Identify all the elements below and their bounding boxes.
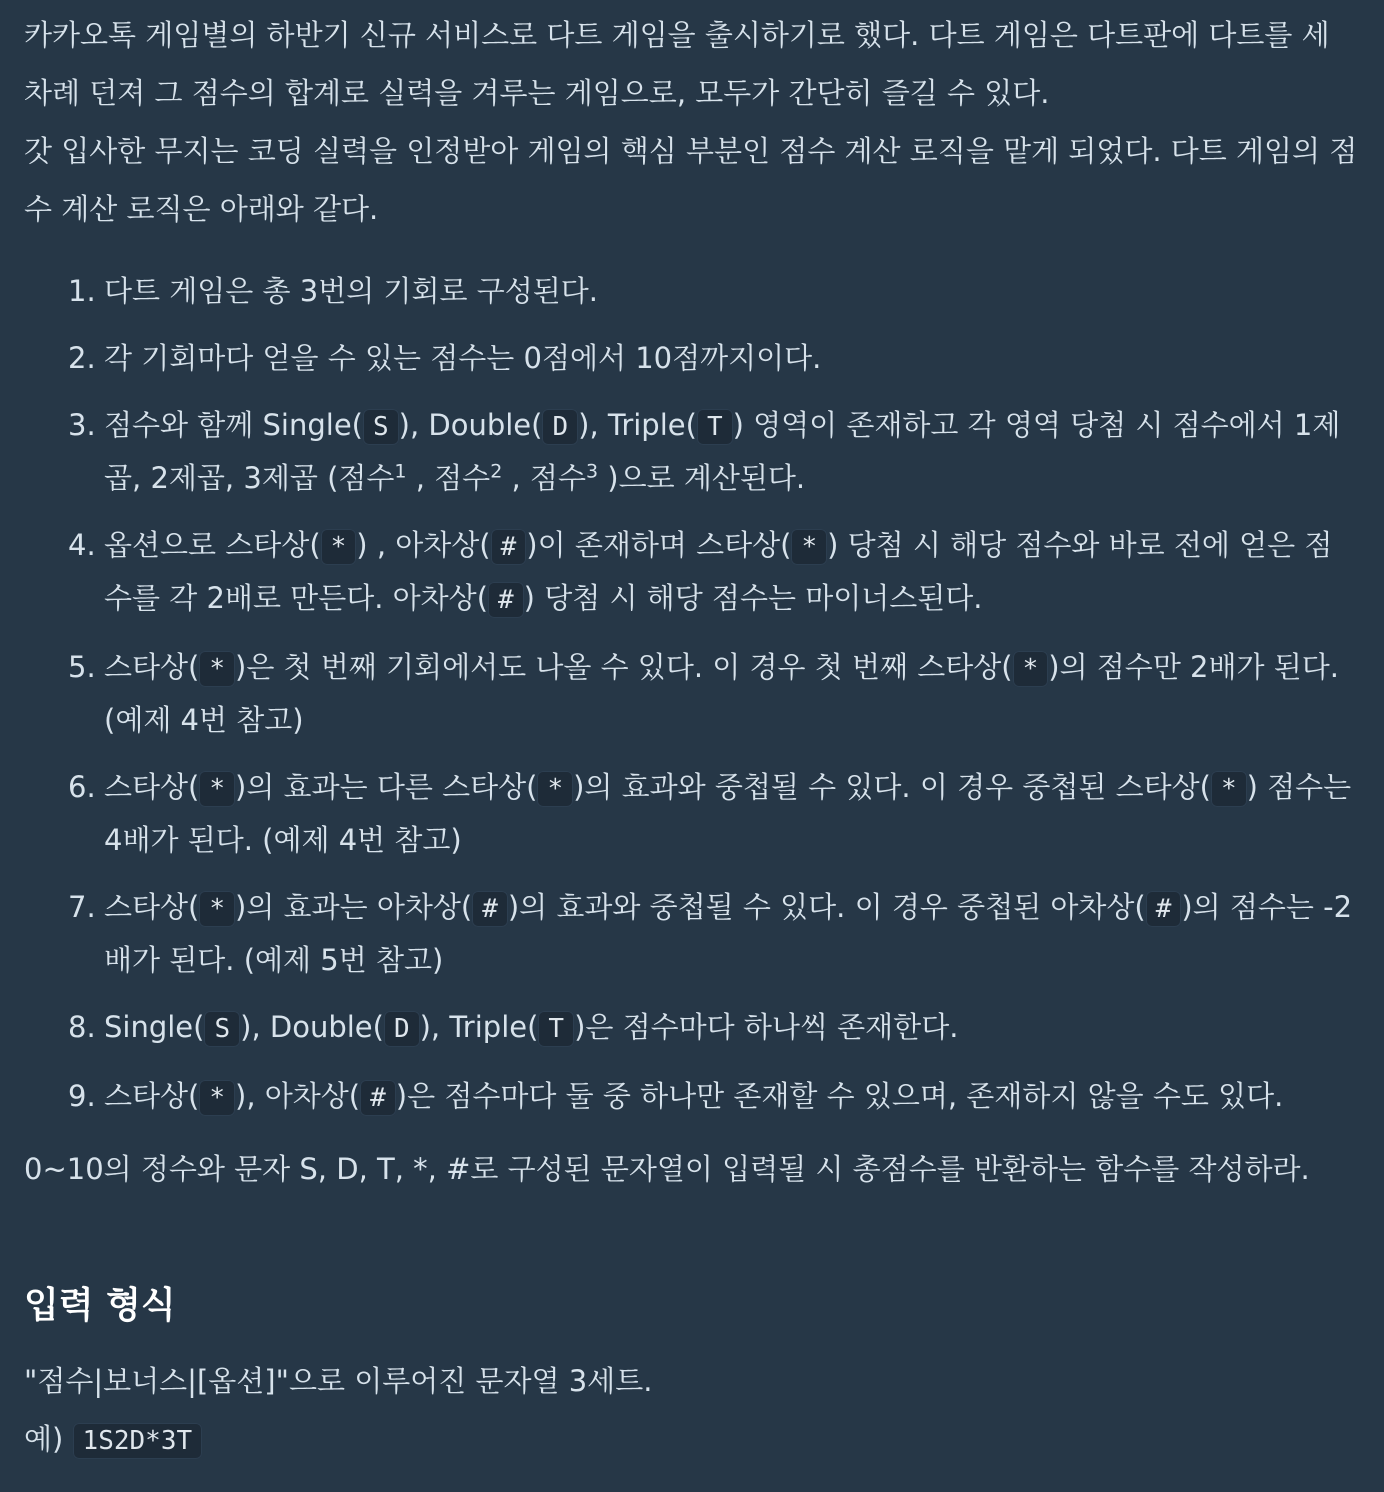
rule-text: ), 아차상( bbox=[235, 1079, 361, 1113]
rule-text: )의 효과는 다른 스타상( bbox=[235, 770, 538, 804]
rule-text: )의 점수만 2배가 된다. (예제 4번 참고) bbox=[104, 650, 1339, 737]
rule-text: 옵션으로 스타상( bbox=[104, 528, 321, 562]
rule-item bbox=[68, 1002, 1360, 1055]
rule-number: 4. bbox=[68, 528, 96, 562]
superscript: 2 bbox=[490, 460, 503, 483]
inline-code: # bbox=[488, 582, 524, 618]
rule-number: 3. bbox=[68, 408, 96, 442]
rule-text: ) , 아차상( bbox=[356, 528, 491, 562]
rule-text: 점수와 함께 Single( bbox=[104, 408, 363, 442]
rule-text: )으로 계산된다. bbox=[598, 461, 806, 495]
rule-text: ) 점수는 4배가 된다. (예제 4번 참고) bbox=[104, 770, 1352, 857]
rule-text: )이 존재하며 스타상( bbox=[526, 528, 792, 562]
example-label: 예) bbox=[24, 1422, 64, 1456]
inline-code: D bbox=[542, 409, 578, 445]
rule-item bbox=[68, 266, 1360, 317]
rule-item bbox=[68, 520, 1360, 626]
rule-text: 각 기회마다 얻을 수 있는 점수는 0점에서 10점까지이다. bbox=[104, 341, 822, 375]
rule-text: )은 점수마다 하나씩 존재한다. bbox=[574, 1010, 959, 1044]
rule-text: , 점수 bbox=[406, 461, 491, 495]
rule-text: ), Triple( bbox=[419, 1010, 539, 1044]
inline-code: * bbox=[199, 651, 235, 687]
intro bbox=[24, 6, 1360, 238]
rule-number: 9. bbox=[68, 1079, 96, 1113]
inline-code: * bbox=[1013, 651, 1049, 687]
rule-text: 스타상( bbox=[104, 650, 200, 684]
rule-number: 5. bbox=[68, 650, 96, 684]
inline-code: D bbox=[384, 1011, 420, 1047]
rule-text: )의 효과는 아차상( bbox=[235, 890, 473, 924]
intro-paragraph-1: 카카오톡 게임별의 하반기 신규 서비스로 다트 게임을 출시하기로 했다. 다트 게임은 다트판에 다트를 세 차례 던져 그 점수의 합계로 실력을 겨루는 게임으로, 모두가 간단히 즐길 수 있다. bbox=[24, 18, 1330, 110]
rule-text: 다트 게임은 총 3번의 기회로 구성된다. bbox=[104, 274, 598, 308]
inline-code: S bbox=[363, 409, 399, 445]
rule-number: 1. bbox=[68, 274, 96, 308]
inline-code: * bbox=[321, 529, 357, 565]
inline-code: * bbox=[537, 771, 573, 807]
rule-item bbox=[68, 1071, 1360, 1124]
inline-code: S bbox=[204, 1011, 240, 1047]
example-code: 1S2D*3T bbox=[73, 1423, 203, 1459]
task-summary: 0~10의 정수와 문자 S, D, T, *, #로 구성된 문자열이 입력될 시 총점수를 반환하는 함수를 작성하라. bbox=[24, 1152, 1310, 1186]
inline-code: # bbox=[472, 891, 508, 927]
superscript: 3 bbox=[585, 460, 599, 483]
inline-code: T bbox=[538, 1011, 574, 1047]
rule-text: ) 당첨 시 해당 점수는 마이너스된다. bbox=[523, 581, 983, 615]
inline-code: * bbox=[199, 771, 235, 807]
intro-paragraph-2: 갓 입사한 무지는 코딩 실력을 인정받아 게임의 핵심 부분인 점수 계산 로직을 맡게 되었다. 다트 게임의 점수 계산 로직은 아래와 같다. bbox=[24, 134, 1358, 226]
rule-text: )은 첫 번째 기회에서도 나올 수 있다. 이 경우 첫 번째 스타상( bbox=[235, 650, 1013, 684]
rule-text: ) 영역이 존재하고 각 영역 당첨 시 점수에서 1제곱, 2제곱, 3제곱 (점수 bbox=[104, 408, 1341, 495]
rule-item bbox=[68, 333, 1360, 384]
rule-number: 6. bbox=[68, 770, 96, 804]
rule-text: Single( bbox=[104, 1010, 205, 1044]
rule-item bbox=[68, 762, 1360, 866]
inline-code: * bbox=[199, 891, 235, 927]
rule-text: , 점수 bbox=[502, 461, 586, 495]
rule-text: )의 효과와 중첩될 수 있다. 이 경우 중첩된 스타상( bbox=[573, 770, 1211, 804]
inline-code: # bbox=[1146, 891, 1182, 927]
inline-code: * bbox=[791, 529, 827, 565]
rule-item bbox=[68, 882, 1360, 986]
rule-text: 스타상( bbox=[104, 1079, 200, 1113]
rule-number: 8. bbox=[68, 1010, 96, 1044]
inline-code: T bbox=[697, 409, 733, 445]
input-format-description: "점수|보너스|[옵션]"으로 이루어진 문자열 3세트. bbox=[24, 1364, 653, 1398]
rule-text: )의 점수는 -2배가 된다. (예제 5번 참고) bbox=[104, 890, 1353, 977]
rule-text: ) 당첨 시 해당 점수와 바로 전에 얻은 점수를 각 2배로 만든다. 아차상( bbox=[104, 528, 1333, 615]
rules-list bbox=[24, 266, 1360, 1124]
inline-code: * bbox=[199, 1080, 235, 1116]
superscript: 1 bbox=[394, 460, 407, 483]
input-format-heading: 입력 형식 bbox=[24, 1285, 176, 1326]
inline-code: # bbox=[360, 1080, 396, 1116]
rule-item bbox=[68, 642, 1360, 746]
rule-number: 7. bbox=[68, 890, 96, 924]
inline-code: # bbox=[491, 529, 527, 565]
rule-text: 스타상( bbox=[104, 770, 200, 804]
rule-number: 2. bbox=[68, 341, 96, 375]
inline-code: * bbox=[1211, 771, 1247, 807]
rule-text: ), Triple( bbox=[578, 408, 697, 442]
rule-text: 스타상( bbox=[104, 890, 200, 924]
input-format-example bbox=[24, 1410, 1360, 1470]
rule-item bbox=[68, 400, 1360, 504]
rule-text: )은 점수마다 둘 중 하나만 존재할 수 있으며, 존재하지 않을 수도 있다. bbox=[395, 1079, 1284, 1113]
rule-text: ), Double( bbox=[240, 1010, 384, 1044]
rule-text: ), Double( bbox=[398, 408, 543, 442]
rule-text: )의 효과와 중첩될 수 있다. 이 경우 중첩된 아차상( bbox=[507, 890, 1146, 924]
